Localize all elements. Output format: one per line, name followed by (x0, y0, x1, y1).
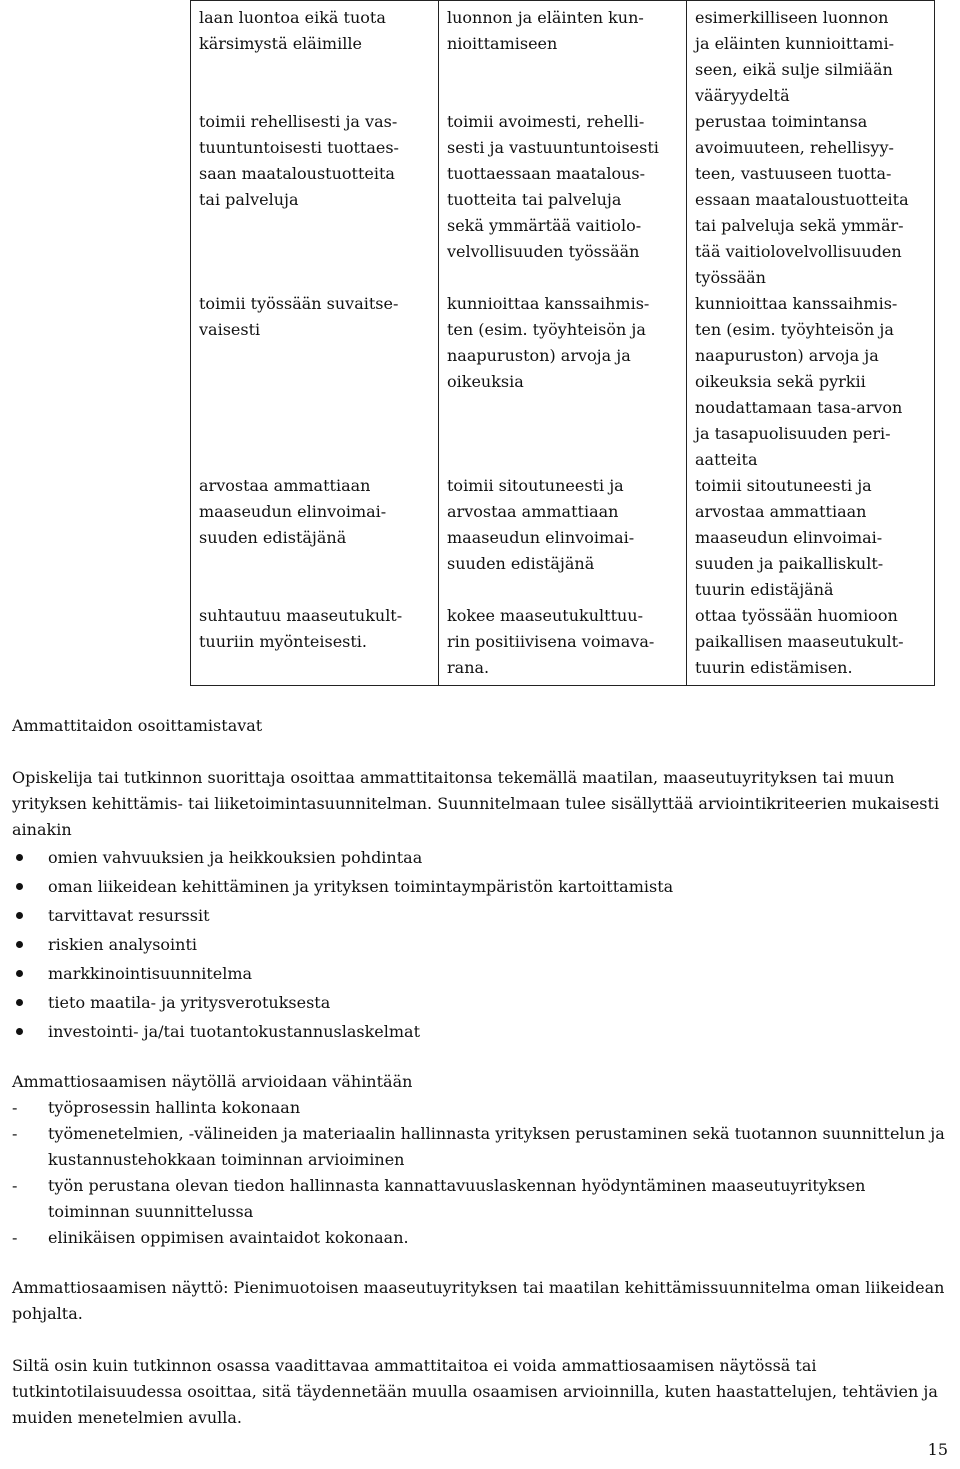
dash-marker: - (12, 1098, 18, 1117)
list-item: riskien analysointi (12, 930, 673, 959)
criteria-entry: toimii avoimesti, rehelli- sesti ja vastuuntuntoisesti tuottaessaan maatalous- tuotteita tai palveluja sekä ymmärtää vaitiolo- velvollisuuden työssään (447, 112, 659, 261)
criteria-column-2 (439, 1, 687, 686)
section-title: Ammattitaidon osoittamistavat (12, 716, 263, 735)
dash-marker: - (12, 1176, 18, 1195)
criteria-entry: arvostaa ammattiaan maaseudun elinvoimai- suuden edistäjänä (199, 476, 387, 547)
criteria-column-1 (191, 1, 439, 686)
list-item: investointi- ja/tai tuotantokustannuslaskelmat (12, 1017, 673, 1046)
criteria-entry: toimii rehellisesti ja vas- tuuntuntoisesti tuottaes- saan maataloustuotteita tai palveluja (199, 112, 399, 209)
demonstration-paragraph: Ammattiosaamisen näyttö: Pienimuotoisen maaseutuyrityksen tai maatilan kehittämissuunnitelma oman liikeidean pohjalta. (12, 1278, 945, 1323)
requirements-bullet-list (12, 843, 673, 1046)
criteria-entry: kokee maaseutukulttuu- rin positiivisena voimava- rana. (447, 606, 655, 677)
list-item: tieto maatila- ja yritysverotuksesta (12, 988, 673, 1017)
criteria-entry: kunnioittaa kanssaihmis- ten (esim. työyhteisön ja naapuruston) arvoja ja oikeuksia (447, 294, 650, 391)
assessment-dash-list (12, 1095, 952, 1251)
list-item-text: työprosessin hallinta kokonaan (48, 1098, 301, 1117)
list-item (12, 1121, 952, 1173)
list-item: oman liikeidean kehittäminen ja yrityksen toimintaympäristön kartoittamista (12, 872, 673, 901)
criteria-entry: perustaa toimintansa avoimuuteen, rehellisyy- teen, vastuuseen tuotta- essaan maataloustuotteita tai palveluja sekä ymmär- tää vaitiolovelvollisuuden työssään (695, 112, 909, 287)
list-item: markkinointisuunnitelma (12, 959, 673, 988)
list-item: tarvittavat resurssit (12, 901, 673, 930)
criteria-entry: toimii sitoutuneesti ja arvostaa ammattiaan maaseudun elinvoimai- suuden ja paikalliskult- tuurin edistäjänä (695, 476, 884, 599)
list-item (12, 1095, 952, 1121)
criteria-entry: toimii työssään suvaitse- vaisesti (199, 294, 399, 339)
list-item-text: elinikäisen oppimisen avaintaidot kokonaan. (48, 1228, 409, 1247)
criteria-entry: kunnioittaa kanssaihmis- ten (esim. työyhteisön ja naapuruston) arvoja ja oikeuksia sekä pyrkii noudattamaan tasa-arvon ja tasapuolisuuden peri- aatteita (695, 294, 903, 469)
criteria-entry: suhtautuu maaseutukult- tuuriin myönteisesti. (199, 606, 403, 651)
criteria-entry: laan luontoa eikä tuota kärsimystä eläimille (199, 8, 386, 53)
criteria-entry: ottaa työssään huomioon paikallisen maaseutukult- tuurin edistämisen. (695, 606, 904, 677)
page-number: 15 (927, 1440, 948, 1459)
list-item-text: työn perustana olevan tiedon hallinnasta kannattavuuslaskennan hyödyntäminen maaseutuyrityksen toiminnan suunnittelussa (48, 1176, 866, 1221)
criteria-entry: toimii sitoutuneesti ja arvostaa ammattiaan maaseudun elinvoimai- suuden edistäjänä (447, 476, 635, 573)
list-item-text: työmenetelmien, -välineiden ja materiaalin hallinnasta yrityksen perustaminen sekä tuotannon suunnittelun ja kustannustehokkaan toiminnan arvioiminen (48, 1124, 945, 1169)
criteria-table (190, 0, 935, 686)
list-item (12, 1225, 952, 1251)
dash-marker: - (12, 1228, 18, 1247)
intro-paragraph: Opiskelija tai tutkinnon suorittaja osoittaa ammattitaitonsa tekemällä maatilan, maaseutuyrityksen tai muun yrityksen kehittämis- tai liiketoimintasuunnitelman. Suunnitelmaan tulee sisällyttää arviointikriteerien mukaisesti ainakin (12, 768, 940, 839)
criteria-entry: luonnon ja eläinten kun- nioittamiseen (447, 8, 644, 53)
dash-marker: - (12, 1124, 18, 1143)
criteria-column-3 (687, 1, 935, 686)
assessment-heading: Ammattiosaamisen näytöllä arvioidaan vähintään (12, 1072, 413, 1091)
list-item (12, 1173, 952, 1225)
criteria-entry: esimerkilliseen luonnon ja eläinten kunnioittami- seen, eikä sulje silmiään vääryydeltä (695, 8, 894, 105)
supplement-paragraph: Siltä osin kuin tutkinnon osassa vaadittavaa ammattitaitoa ei voida ammattiosaamisen näytössä tai tutkintotilaisuudessa osoittaa, sitä täydennetään muulla osaamisen arvioinnilla, kuten haastattelujen, tehtävien ja muiden menetelmien avulla. (12, 1356, 938, 1427)
list-item: omien vahvuuksien ja heikkouksien pohdintaa (12, 843, 673, 872)
